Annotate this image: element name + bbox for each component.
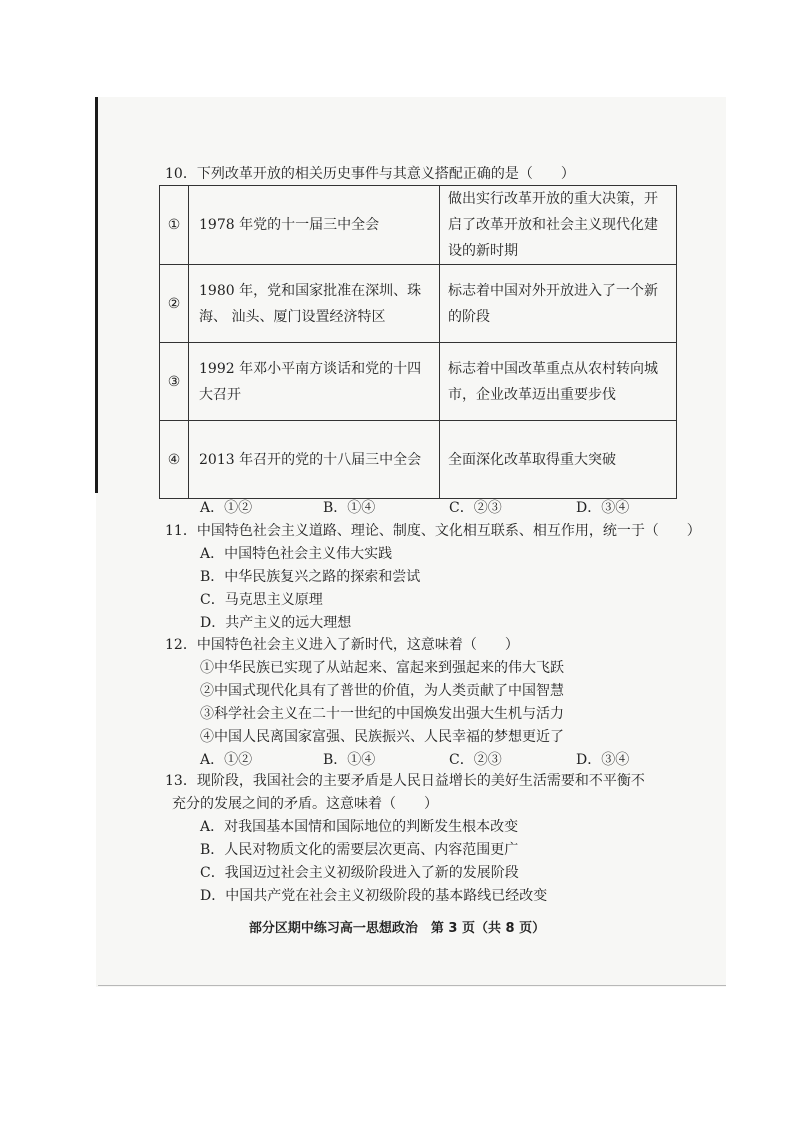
significance-cell: 全面深化改革取得重大突破 <box>440 421 677 499</box>
q12-statement-4: ④中国人民离国家富强、民族振兴、人民幸福的梦想更近了 <box>200 729 564 745</box>
q13-option-d: D．中国共产党在社会主义初级阶段的基本路线已经改变 <box>200 888 548 904</box>
q10-event-table <box>159 185 677 499</box>
scan-edge-bar <box>95 97 98 493</box>
q12-statement-2: ②中国式现代化具有了普世的价值，为人类贡献了中国智慧 <box>200 683 564 699</box>
q13-option-a: A．对我国基本国情和国际地位的判断发生根本改变 <box>200 819 519 835</box>
event-cell: 1992 年邓小平南方谈话和党的十四大召开 <box>189 343 440 421</box>
table-row <box>160 265 677 343</box>
q13-option-b: B．人民对物质文化的需要层次更高、内容范围更广 <box>200 842 519 858</box>
q12-option-d: D．③④ <box>576 752 630 768</box>
table-row <box>160 186 677 265</box>
table-row <box>160 343 677 421</box>
q10-option-c: C．②③ <box>449 500 502 516</box>
q12-stem: 12．中国特色社会主义进入了新时代，这意味着（ ） <box>165 637 519 653</box>
q11-option-a: A．中国特色社会主义伟大实践 <box>200 546 393 562</box>
q12-statement-3: ③科学社会主义在二十一世纪的中国焕发出强大生机与活力 <box>200 706 564 722</box>
q10-option-a: A．①② <box>200 500 253 516</box>
significance-cell: 做出实行改革开放的重大决策，开启了改革开放和社会主义现代化建设的新时期 <box>440 186 677 265</box>
scan-bottom-edge <box>98 985 726 986</box>
event-cell: 1978 年党的十一届三中全会 <box>189 186 440 265</box>
q10-stem: 10．下列改革开放的相关历史事件与其意义搭配正确的是（ ） <box>165 166 575 182</box>
q12-statement-1: ①中华民族已实现了从站起来、富起来到强起来的伟大飞跃 <box>200 660 564 676</box>
q11-option-d: D．共产主义的远大理想 <box>200 615 352 631</box>
page-footer: 部分区期中练习高一思想政治 第 3 页（共 8 页） <box>248 921 546 936</box>
event-cell: 2013 年召开的党的十八届三中全会 <box>189 421 440 499</box>
q10-option-b: B．①④ <box>323 500 376 516</box>
q13-option-c: C．我国迈过社会主义初级阶段进入了新的发展阶段 <box>200 865 519 881</box>
q12-option-c: C．②③ <box>449 752 502 768</box>
q11-option-b: B．中华民族复兴之路的探索和尝试 <box>200 569 421 585</box>
q13-stem-line-1: 13．现阶段，我国社会的主要矛盾是人民日益增长的美好生活需要和不平衡不 <box>165 773 645 789</box>
significance-cell: 标志着中国对外开放进入了一个新的阶段 <box>440 265 677 343</box>
row-number: ① <box>160 186 189 265</box>
q11-stem: 11．中国特色社会主义道路、理论、制度、文化相互联系、相互作用，统一于（ ） <box>165 523 701 539</box>
significance-cell: 标志着中国改革重点从农村转向城市，企业改革迈出重要步伐 <box>440 343 677 421</box>
q10-option-d: D．③④ <box>576 500 630 516</box>
row-number: ④ <box>160 421 189 499</box>
row-number: ② <box>160 265 189 343</box>
q12-option-a: A．①② <box>200 752 253 768</box>
q11-option-c: C．马克思主义原理 <box>200 592 323 608</box>
q12-option-b: B．①④ <box>323 752 376 768</box>
row-number: ③ <box>160 343 189 421</box>
table-row <box>160 421 677 499</box>
event-cell: 1980 年，党和国家批准在深圳、珠海、 汕头、厦门设置经济特区 <box>189 265 440 343</box>
q13-stem-line-2: 充分的发展之间的矛盾。这意味着（ ） <box>172 796 438 812</box>
